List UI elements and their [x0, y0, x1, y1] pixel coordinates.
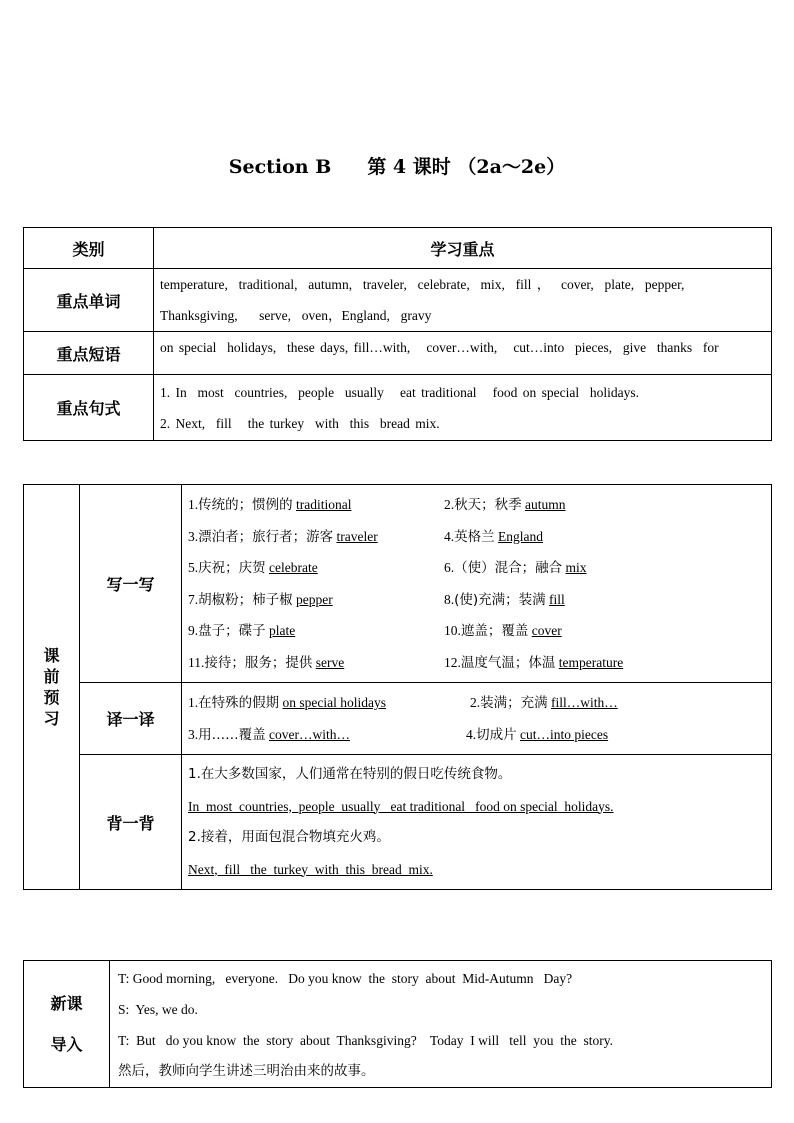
list-item: 9.盘子；碟子 plate 10.遮盖；覆盖 cover — [188, 615, 765, 647]
title-lesson: 第 4 课时 （2a～2e） — [367, 156, 566, 178]
list-item: 5.庆祝；庆贺 celebrate 6.（使）混合；融合 mix — [188, 552, 765, 584]
list-item: 1.在特殊的假期 on special holidays 2.装满；充满 fill…with… — [188, 687, 765, 719]
dialogue-line: T: Good morning, everyone. Do you know the story about Mid-Autumn Day? — [118, 971, 573, 986]
answer: traveler — [336, 528, 378, 544]
table-row — [24, 269, 772, 332]
answer: England — [498, 528, 543, 544]
table-row — [24, 485, 772, 683]
list-item: 7.胡椒粉；柿子椒 pepper 8.(使)充满；装满 fill — [188, 584, 765, 616]
preview-label-text: 课前预习 — [43, 646, 60, 728]
list-item: 1.传统的；惯例的 traditional 2.秋天；秋季 autumn — [188, 489, 765, 521]
intro-label — [24, 961, 110, 1088]
answer: fill…with… — [551, 695, 618, 710]
table-row — [24, 332, 772, 375]
list-item: 11.接待；服务；提供 serve 12.温度气温；体温 temperature — [188, 647, 765, 679]
recite-section — [182, 755, 772, 890]
key-phrases — [154, 332, 772, 375]
answer: cut…into pieces — [520, 726, 609, 742]
answer: autumn — [525, 497, 566, 512]
page-title — [0, 152, 794, 179]
key-words-line: Thanksgiving, serve, oven，England, gravy — [160, 308, 432, 323]
table-row — [24, 683, 772, 755]
recite-label: 背一背 — [80, 755, 182, 890]
recite-answer: Next, fill the turkey with this bread mix. — [188, 861, 433, 877]
preview-table — [23, 484, 772, 890]
table-row — [24, 961, 772, 1088]
answer: on special holidays — [282, 695, 386, 710]
answer: mix — [565, 560, 587, 575]
category-sentences: 重点句式 — [24, 375, 154, 441]
answer: cover — [531, 623, 562, 638]
dialogue-line: S: Yes, we do. — [118, 1002, 198, 1017]
list-item: 3.用……覆盖 cover…with… 4.切成片 cut…into pieces — [188, 719, 765, 751]
header-category: 类别 — [24, 228, 154, 269]
key-sentence-line: 1. In most countries, people usually eat traditional food on special holidays. — [160, 384, 640, 400]
recite-answer: In most countries, people usually eat traditional food on special holidays. — [188, 798, 614, 814]
translate-section — [182, 683, 772, 755]
dialogue-line: T: But do you know the story about Thanksgiving? Today I will tell you the story. — [118, 1033, 613, 1048]
intro-label-line: 导入 — [50, 1035, 83, 1054]
category-phrases: 重点短语 — [24, 332, 154, 375]
title-section: Section B — [228, 156, 332, 178]
answer: plate — [269, 623, 296, 638]
header-focus: 学习重点 — [154, 228, 772, 269]
focus-table-header — [24, 228, 772, 269]
answer: serve — [315, 654, 345, 670]
intro-dialogue — [110, 961, 772, 1088]
table-row — [24, 755, 772, 890]
focus-table — [23, 227, 772, 441]
recite-chinese: 1.在大多数国家，人们通常在特别的假日吃传统食物。 — [188, 766, 512, 782]
answer: cover…with… — [269, 726, 350, 742]
key-words-line: temperature, traditional, autumn, traveler, celebrate, mix, fill ， cover, plate, pepper, — [160, 277, 685, 292]
write-label: 写一写 — [80, 485, 182, 683]
key-words — [154, 269, 772, 332]
category-words: 重点单词 — [24, 269, 154, 332]
list-item: 3.漂泊者；旅行者；游客 traveler 4.英格兰 England — [188, 521, 765, 553]
answer: temperature — [558, 654, 624, 670]
answer: fill — [549, 591, 565, 607]
key-sentences — [154, 375, 772, 441]
key-phrases-line: on special holidays, these days, fill…with, cover…with, cut…into pieces, give thanks for — [160, 340, 719, 355]
answer: pepper — [296, 591, 333, 607]
intro-label-line: 新课 — [50, 994, 83, 1013]
table-row — [24, 375, 772, 441]
intro-table — [23, 960, 772, 1088]
dialogue-line: 然后，教师向学生讲述三明治由来的故事。 — [118, 1063, 375, 1079]
translate-label: 译一译 — [80, 683, 182, 755]
recite-chinese: 2.接着，用面包混合物填充火鸡。 — [188, 829, 390, 845]
preview-label — [24, 485, 80, 890]
write-section — [182, 485, 772, 683]
answer: traditional — [296, 497, 352, 512]
answer: celebrate — [269, 560, 318, 575]
key-sentence-line: 2. Next, fill the turkey with this bread mix. — [160, 415, 440, 431]
